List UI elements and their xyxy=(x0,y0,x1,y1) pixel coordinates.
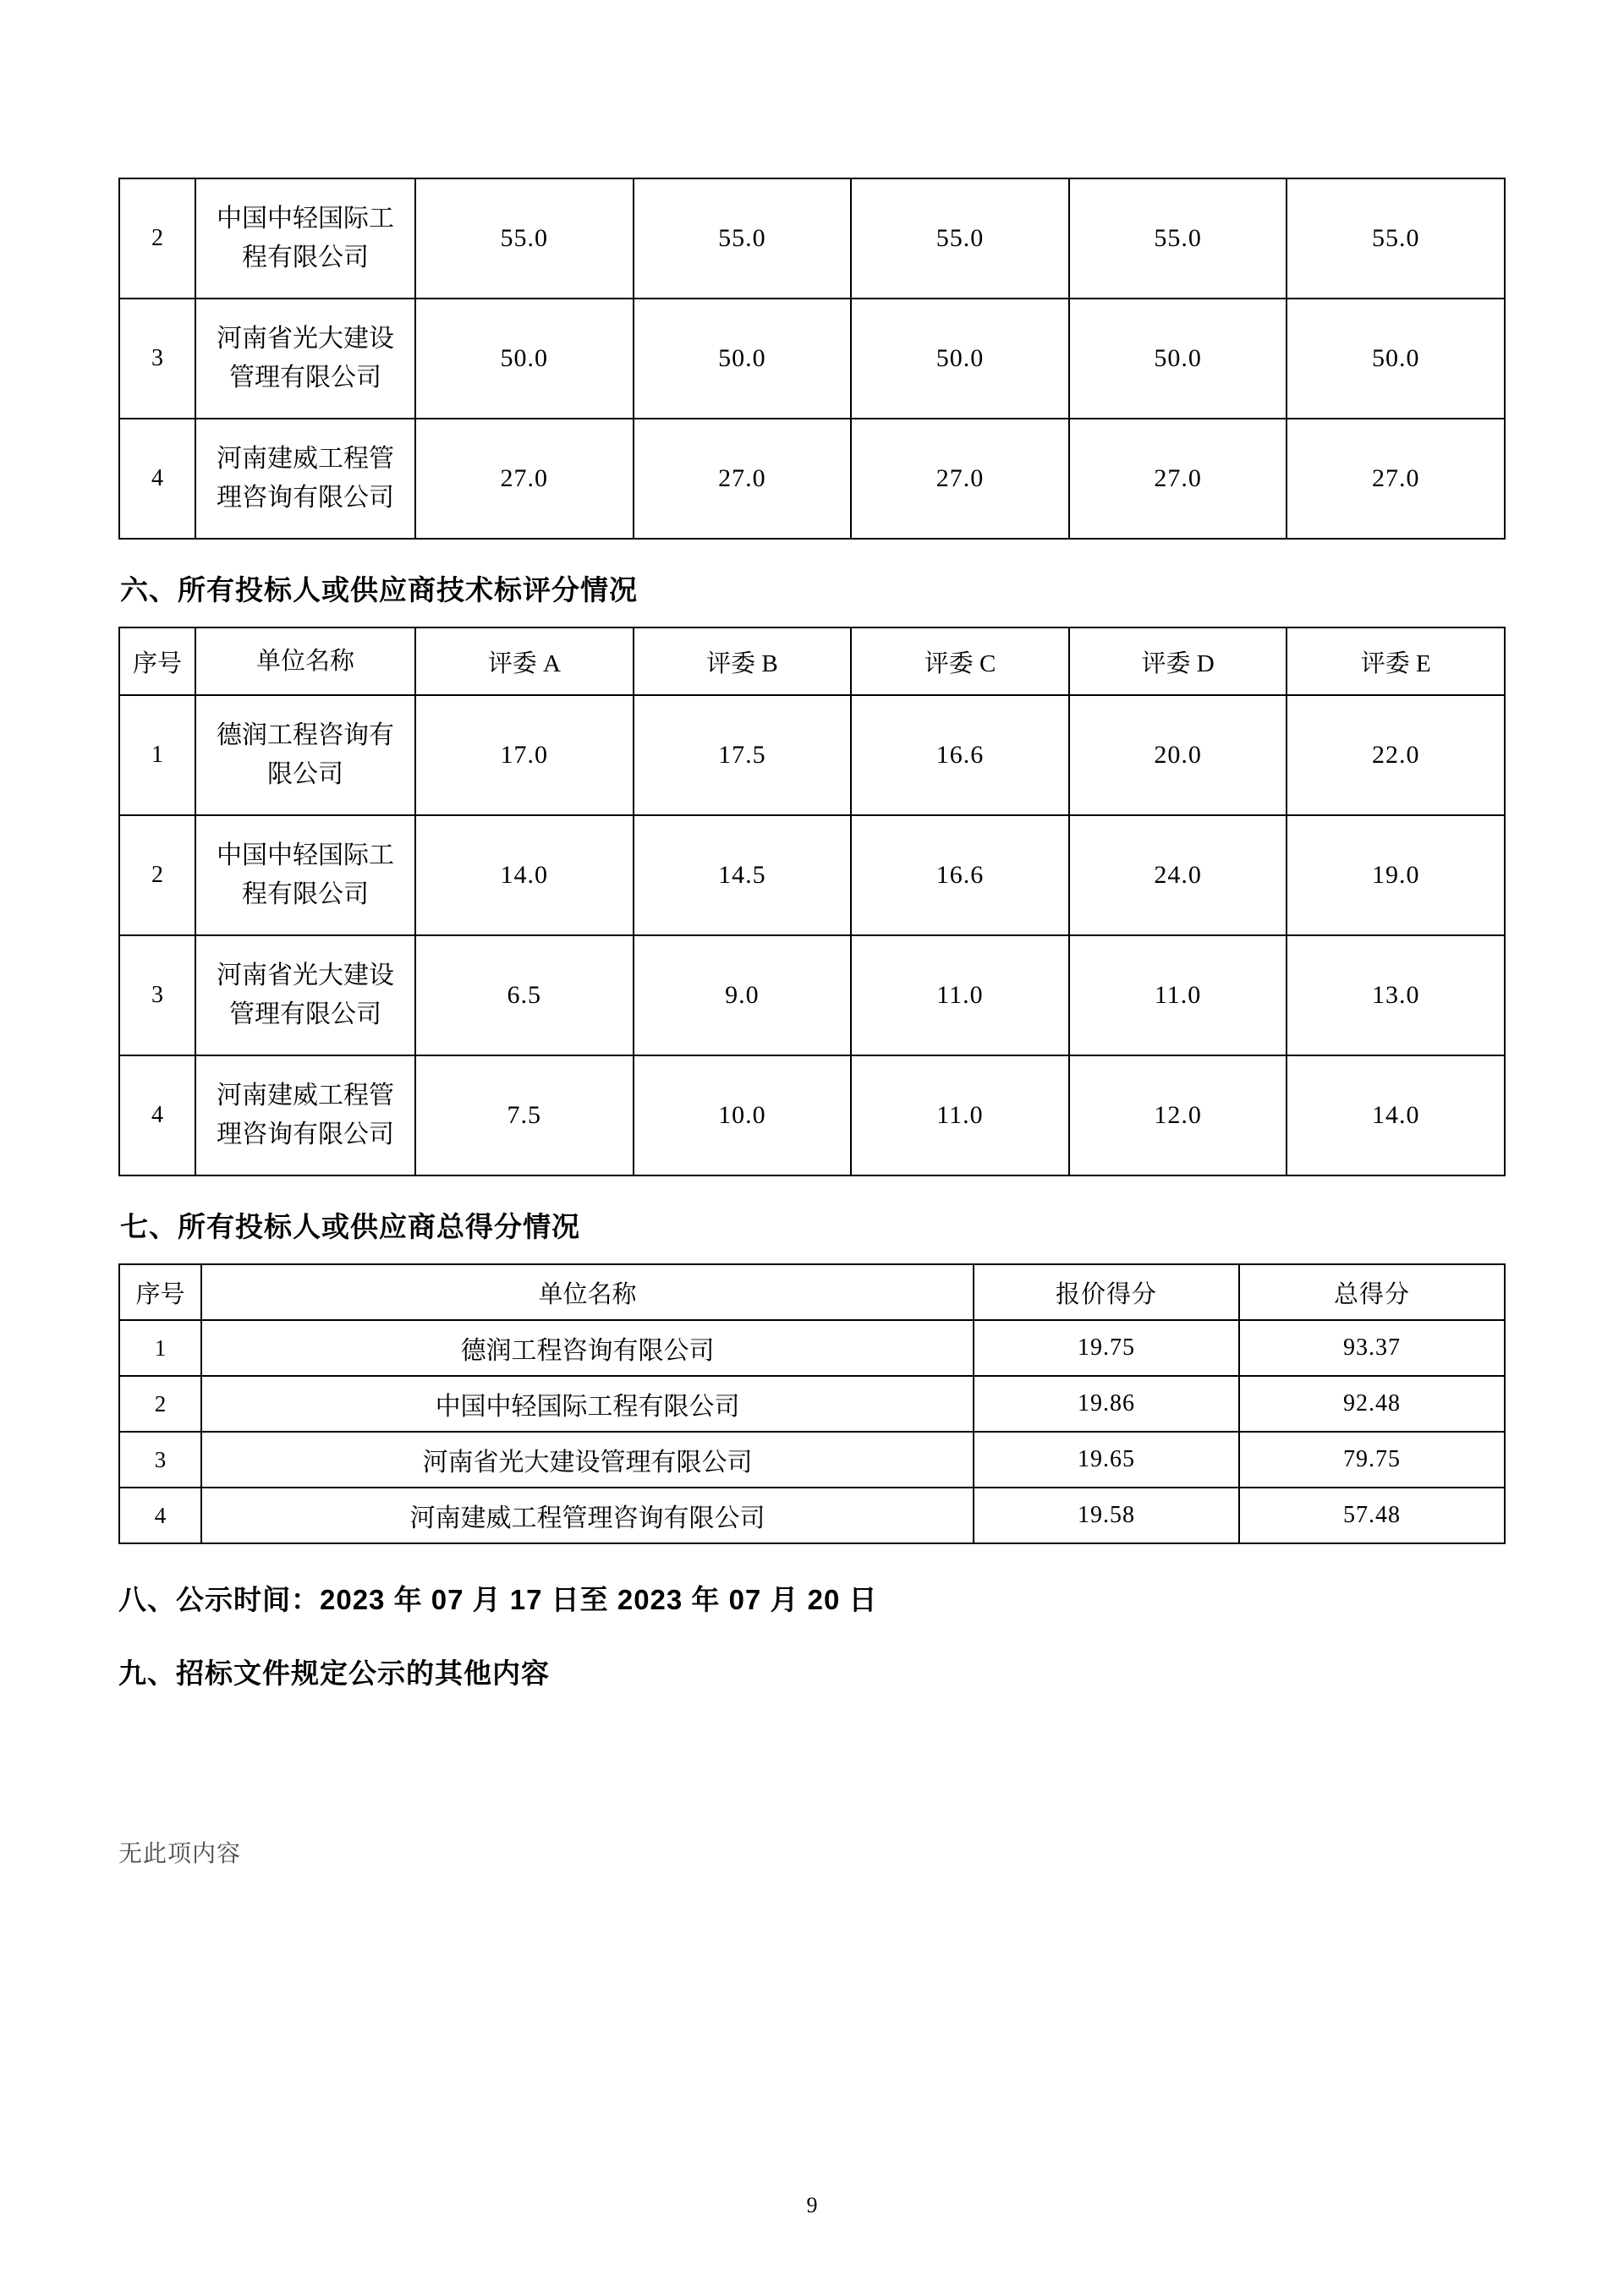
column-header-judge-c: 评委 C xyxy=(851,627,1069,695)
score-judge-b: 9.0 xyxy=(634,935,852,1055)
total-score-table-body xyxy=(119,1264,1505,1543)
total-score: 92.48 xyxy=(1239,1376,1505,1432)
score-judge-c: 55.0 xyxy=(851,178,1069,299)
company-name: 河南建威工程管理咨询有限公司 xyxy=(195,419,415,539)
company-name: 河南省光大建设管理有限公司 xyxy=(195,299,415,419)
score-judge-a: 7.5 xyxy=(415,1055,634,1175)
column-header-judge-a: 评委 A xyxy=(415,627,634,695)
row-index: 1 xyxy=(119,1320,201,1376)
row-index: 2 xyxy=(119,815,195,935)
row-index: 2 xyxy=(119,1376,201,1432)
score-judge-d: 12.0 xyxy=(1069,1055,1287,1175)
total-score: 79.75 xyxy=(1239,1432,1505,1488)
score-judge-a: 55.0 xyxy=(415,178,634,299)
table-row xyxy=(119,1055,1505,1175)
company-name: 中国中轻国际工程有限公司 xyxy=(195,178,415,299)
company-name: 河南建威工程管理咨询有限公司 xyxy=(195,1055,415,1175)
table-row xyxy=(119,1432,1505,1488)
table-row xyxy=(119,419,1505,539)
total-score: 93.37 xyxy=(1239,1320,1505,1376)
section-seven-title: 七、所有投标人或供应商总得分情况 xyxy=(120,1211,580,1242)
row-index: 3 xyxy=(119,299,195,419)
score-judge-e: 22.0 xyxy=(1287,695,1505,815)
price-score: 19.75 xyxy=(974,1320,1239,1376)
price-score: 19.58 xyxy=(974,1488,1239,1543)
score-judge-c: 27.0 xyxy=(851,419,1069,539)
column-header-company: 单位名称 xyxy=(201,1264,974,1320)
score-judge-e: 13.0 xyxy=(1287,935,1505,1055)
score-judge-a: 27.0 xyxy=(415,419,634,539)
score-judge-d: 24.0 xyxy=(1069,815,1287,935)
score-judge-b: 14.5 xyxy=(634,815,852,935)
score-judge-c: 50.0 xyxy=(851,299,1069,419)
row-index: 2 xyxy=(119,178,195,299)
total-score-table xyxy=(118,1263,1506,1544)
score-judge-e: 14.0 xyxy=(1287,1055,1505,1175)
table-row xyxy=(119,935,1505,1055)
company-name: 德润工程咨询有限公司 xyxy=(195,695,415,815)
score-judge-a: 50.0 xyxy=(415,299,634,419)
company-name: 中国中轻国际工程有限公司 xyxy=(195,815,415,935)
score-judge-c: 16.6 xyxy=(851,695,1069,815)
score-judge-b: 50.0 xyxy=(634,299,852,419)
score-judge-a: 6.5 xyxy=(415,935,634,1055)
table-row xyxy=(119,1376,1505,1432)
table-header-row xyxy=(119,627,1505,695)
table-row xyxy=(119,695,1505,815)
score-judge-d: 11.0 xyxy=(1069,935,1287,1055)
section-eight-text: 八、公示时间：2023 年 07 月 17 日至 2023 年 07 月 20 日 xyxy=(118,1584,878,1615)
price-score: 19.86 xyxy=(974,1376,1239,1432)
score-judge-a: 17.0 xyxy=(415,695,634,815)
score-judge-a: 14.0 xyxy=(415,815,634,935)
score-judge-e: 27.0 xyxy=(1287,419,1505,539)
row-index: 4 xyxy=(119,1055,195,1175)
score-judge-b: 17.5 xyxy=(634,695,852,815)
company-name: 河南省光大建设管理有限公司 xyxy=(195,935,415,1055)
score-judge-e: 55.0 xyxy=(1287,178,1505,299)
column-header-judge-e: 评委 E xyxy=(1287,627,1505,695)
table-header-row xyxy=(119,1264,1505,1320)
price-score-table xyxy=(118,178,1506,540)
price-score-table-body xyxy=(119,178,1505,539)
section-six-title: 六、所有投标人或供应商技术标评分情况 xyxy=(120,574,638,606)
score-judge-c: 11.0 xyxy=(851,935,1069,1055)
table-row xyxy=(119,299,1505,419)
page-number: 9 xyxy=(806,2193,818,2217)
score-judge-c: 16.6 xyxy=(851,815,1069,935)
technical-score-table-body xyxy=(119,627,1505,1175)
section-nine-note: 无此项内容 xyxy=(118,1840,242,1866)
total-score: 57.48 xyxy=(1239,1488,1505,1543)
score-judge-b: 27.0 xyxy=(634,419,852,539)
row-index: 1 xyxy=(119,695,195,815)
column-header-index: 序号 xyxy=(119,627,195,695)
table-row xyxy=(119,178,1505,299)
table-row xyxy=(119,1488,1505,1543)
score-judge-b: 55.0 xyxy=(634,178,852,299)
price-score: 19.65 xyxy=(974,1432,1239,1488)
score-judge-e: 19.0 xyxy=(1287,815,1505,935)
score-judge-d: 20.0 xyxy=(1069,695,1287,815)
company-name: 河南省光大建设管理有限公司 xyxy=(201,1432,974,1488)
table-row xyxy=(119,815,1505,935)
row-index: 4 xyxy=(119,419,195,539)
section-nine-title: 九、招标文件规定公示的其他内容 xyxy=(118,1658,550,1689)
company-name: 河南建威工程管理咨询有限公司 xyxy=(201,1488,974,1543)
row-index: 4 xyxy=(119,1488,201,1543)
company-name: 中国中轻国际工程有限公司 xyxy=(201,1376,974,1432)
table-row xyxy=(119,1320,1505,1376)
column-header-judge-d: 评委 D xyxy=(1069,627,1287,695)
row-index: 3 xyxy=(119,1432,201,1488)
score-judge-d: 27.0 xyxy=(1069,419,1287,539)
column-header-price-score: 报价得分 xyxy=(974,1264,1239,1320)
company-name: 德润工程咨询有限公司 xyxy=(201,1320,974,1376)
technical-score-table xyxy=(118,627,1506,1176)
column-header-company: 单位名称 xyxy=(195,627,415,695)
column-header-index: 序号 xyxy=(119,1264,201,1320)
column-header-total-score: 总得分 xyxy=(1239,1264,1505,1320)
score-judge-c: 11.0 xyxy=(851,1055,1069,1175)
score-judge-d: 55.0 xyxy=(1069,178,1287,299)
row-index: 3 xyxy=(119,935,195,1055)
column-header-judge-b: 评委 B xyxy=(634,627,852,695)
score-judge-b: 10.0 xyxy=(634,1055,852,1175)
score-judge-d: 50.0 xyxy=(1069,299,1287,419)
score-judge-e: 50.0 xyxy=(1287,299,1505,419)
